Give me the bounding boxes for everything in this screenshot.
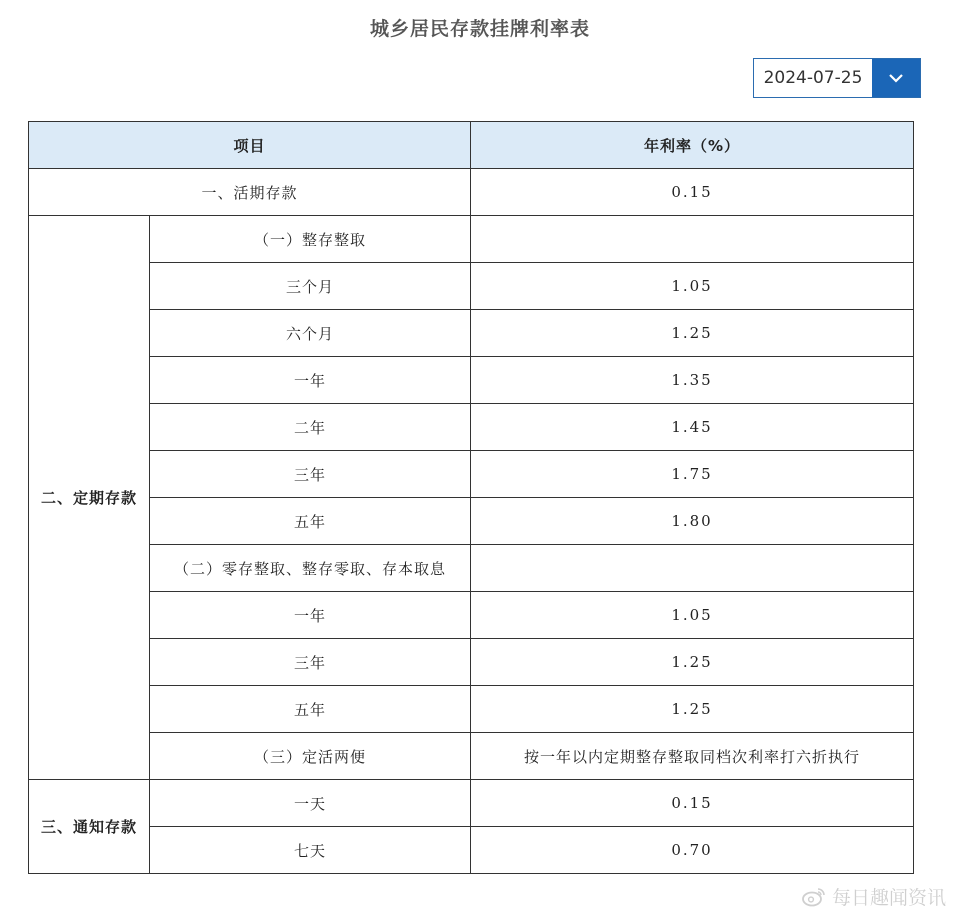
weibo-icon	[802, 887, 826, 907]
table-row	[29, 357, 914, 404]
fixed-deposit-label: 二、定期存款	[40, 488, 137, 507]
table-row	[29, 169, 914, 216]
term-cell: 三年	[150, 451, 471, 498]
term-cell: 七天	[150, 827, 471, 874]
table-header-row	[29, 122, 914, 169]
table-row	[29, 498, 914, 545]
rate-cell: 1.05	[471, 592, 914, 639]
table-row	[29, 216, 914, 263]
table-row	[29, 780, 914, 827]
watermark-text: 每日趣闻资讯	[831, 887, 946, 909]
rate-cell: 0.70	[471, 827, 914, 874]
table-row	[29, 310, 914, 357]
notice-deposit-label: 三、通知存款	[40, 817, 137, 836]
rate-cell: 1.35	[471, 357, 914, 404]
table-row	[29, 451, 914, 498]
rate-table	[28, 121, 914, 874]
term-cell: 三个月	[150, 263, 471, 310]
fixed-deposit-category	[29, 216, 150, 780]
demand-deposit-rate: 0.15	[471, 169, 914, 216]
installment-label: （二）零存整取、整存零取、存本取息	[150, 545, 471, 592]
table-row	[29, 827, 914, 874]
table-row	[29, 263, 914, 310]
watermark	[802, 883, 946, 910]
flexible-rate: 按一年以内定期整存整取同档次利率打六折执行	[471, 733, 914, 780]
term-cell: 一年	[150, 592, 471, 639]
rate-cell: 0.15	[471, 780, 914, 827]
rate-cell: 1.45	[471, 404, 914, 451]
term-cell: 五年	[150, 498, 471, 545]
table-row	[29, 592, 914, 639]
rate-cell: 1.80	[471, 498, 914, 545]
lump-sum-label: （一）整存整取	[150, 216, 471, 263]
demand-deposit-label: 一、活期存款	[29, 169, 471, 216]
term-cell: 一年	[150, 357, 471, 404]
table-row	[29, 404, 914, 451]
date-select[interactable]	[753, 58, 921, 98]
lump-sum-rate	[471, 216, 914, 263]
table-row	[29, 733, 914, 780]
term-cell: 六个月	[150, 310, 471, 357]
header-rate: 年利率（%）	[471, 122, 914, 169]
installment-rate	[471, 545, 914, 592]
term-cell: 三年	[150, 639, 471, 686]
page-title: 城乡居民存款挂牌利率表	[369, 18, 590, 40]
term-cell: 一天	[150, 780, 471, 827]
table-row	[29, 545, 914, 592]
rate-cell: 1.25	[471, 686, 914, 733]
rate-cell: 1.25	[471, 310, 914, 357]
table-row	[29, 639, 914, 686]
date-select-toggle-button[interactable]	[872, 59, 920, 97]
term-cell: 二年	[150, 404, 471, 451]
date-select-value: 2024-07-25	[763, 68, 863, 88]
flexible-label: （三）定活两便	[150, 733, 471, 780]
table-row	[29, 686, 914, 733]
chevron-down-icon	[888, 73, 904, 83]
rate-cell: 1.75	[471, 451, 914, 498]
rate-cell: 1.05	[471, 263, 914, 310]
header-item: 项目	[29, 122, 471, 169]
notice-deposit-category	[29, 780, 150, 874]
term-cell: 五年	[150, 686, 471, 733]
rate-cell: 1.25	[471, 639, 914, 686]
